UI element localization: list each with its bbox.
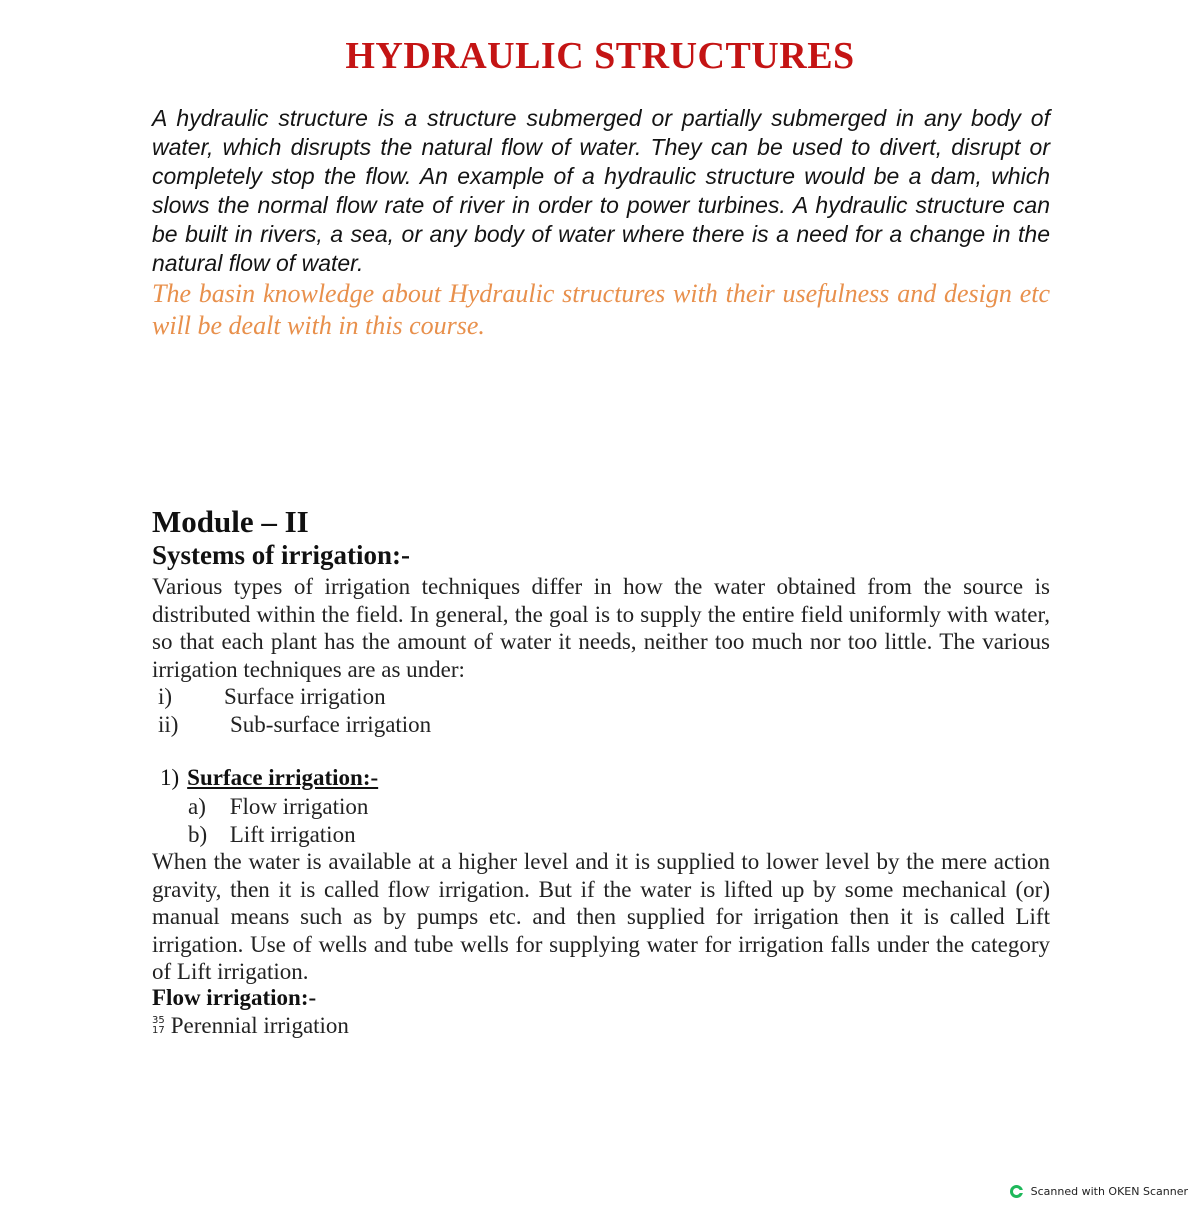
- surface-irrigation-heading: [160, 765, 378, 791]
- techniques-list: [158, 683, 431, 738]
- document-title: HYDRAULIC STRUCTURES: [345, 35, 855, 77]
- list-marker: ii): [158, 711, 179, 737]
- heading-number: 1): [160, 765, 180, 790]
- list-text: Flow irrigation: [229, 794, 369, 819]
- intro-paragraph: A hydraulic structure is a structure submerged or partially submerged in any body of water, which disrupts the natural flow of water. They can be used to divert, disrupt or completely stop the flow. An example of a hydraulic structure would be a dam, which slows the normal flow rate of river in order to power turbines. A hydraulic structure can be built in rivers, a sea, or any body of water where there is a need for a change in the natural flow of water.: [152, 105, 1050, 276]
- list-marker: b): [188, 821, 208, 847]
- flow-irrigation-heading: Flow irrigation:-: [152, 985, 317, 1010]
- list-item: [158, 711, 431, 739]
- list-text: Surface irrigation: [224, 684, 386, 709]
- scanner-watermark: [1010, 1185, 1188, 1198]
- course-note: The basin knowledge about Hydraulic structures with their usefulness and design etc will be dealt with in this course.: [152, 279, 1050, 340]
- module-heading: Module – II: [152, 504, 309, 539]
- surface-types-list: [188, 793, 368, 848]
- fraction-top: 35: [152, 1015, 165, 1026]
- perennial-irrigation-item: [152, 1013, 349, 1039]
- systems-heading: Systems of irrigation:-: [152, 540, 410, 570]
- flow-paragraph: When the water is available at a higher level and it is supplied to lower level by the mere action gravity, then it is called flow irrigation. But if the water is lifted up by some mechanical (or) manual means such as by pumps etc. and then supplied for irrigation then it is called Lift irrigation. Use of wells and tube wells for supplying water for irrigation falls under the category of Lift irrigation.: [152, 849, 1050, 984]
- scanner-label: Scanned with OKEN Scanner: [1030, 1185, 1188, 1198]
- list-item: [188, 821, 368, 849]
- list-text: Sub-surface irrigation: [230, 711, 432, 737]
- list-text: Lift irrigation: [229, 821, 356, 847]
- list-item: [188, 793, 368, 821]
- heading-text: Surface irrigation:-: [187, 765, 379, 790]
- perennial-text: Perennial irrigation: [170, 1013, 349, 1038]
- list-item: [158, 683, 431, 711]
- systems-paragraph: Various types of irrigation techniques differ in how the water obtained from the source is distributed within the field. In general, the goal is to supply the entire field uniformly with water, so that each plant has the amount of water it needs, neither too much nor too little. The various irrigation techniques are as under:: [152, 574, 1050, 682]
- list-marker: a): [188, 794, 206, 819]
- list-marker: i): [158, 684, 173, 709]
- oken-logo-icon: [1010, 1185, 1023, 1198]
- fraction-marker: [152, 1016, 165, 1036]
- fraction-bottom: 17: [152, 1025, 165, 1036]
